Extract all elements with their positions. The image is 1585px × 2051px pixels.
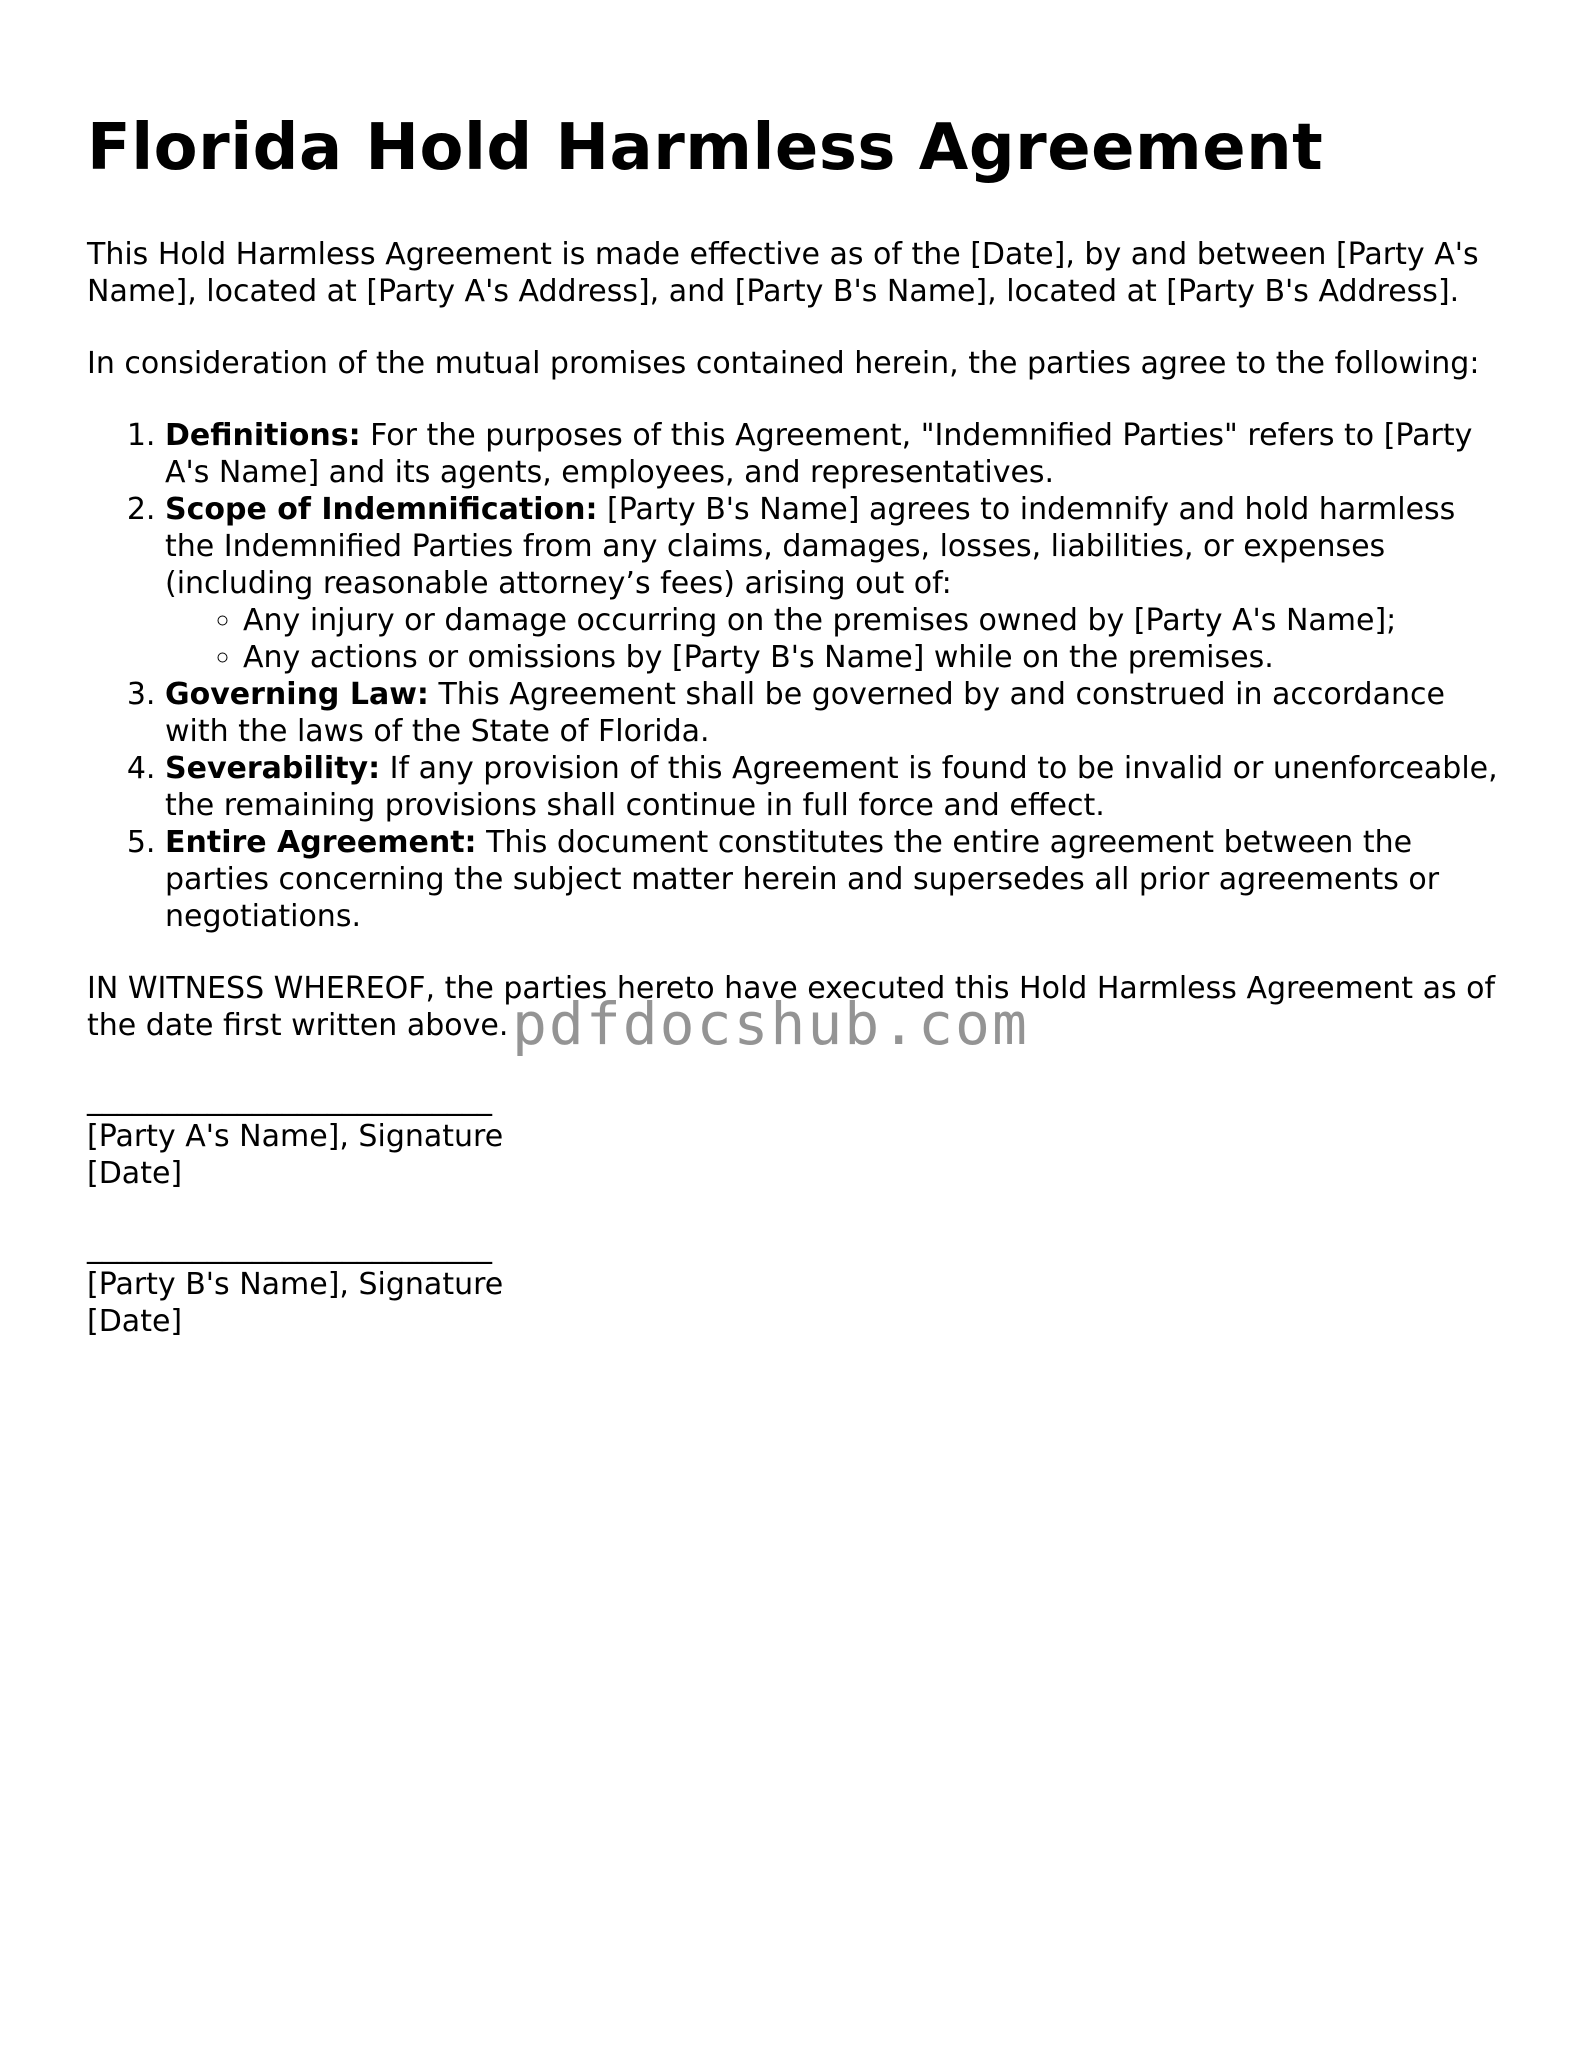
term-governing-law — [165, 676, 1507, 750]
document-page — [87, 108, 1507, 1340]
term-label: Definitions: — [165, 418, 361, 453]
signature-date: [Date] — [87, 1304, 183, 1339]
signature-block-party-b — [87, 1229, 1507, 1340]
terms-list — [87, 417, 1507, 935]
watermark: pdfdocshub.com — [512, 990, 1029, 1058]
signature-name: [Party B's Name], Signature — [87, 1267, 504, 1302]
signature-line: ___________________________ — [87, 1230, 492, 1265]
term-label: Entire Agreement: — [165, 825, 477, 860]
term-definitions — [165, 417, 1507, 491]
term-label: Scope of Indemnification: — [165, 492, 598, 527]
term-text: If any provision of this Agreement is found to be invalid or unenforceable, the remaining provisions shall continue in full force and effect. — [165, 751, 1498, 823]
term-text: [Party B's Name] agrees to indemnify and hold harmless the Indemnified Parties from any claims, damages, losses, liabilities, or expenses (including reasonable attorney’s fees) arising out of: — [165, 492, 1456, 601]
signature-name: [Party A's Name], Signature — [87, 1119, 504, 1154]
term-text: This document constitutes the entire agreement between the parties concerning the subject matter herein and supersedes all prior agreements or negotiations. — [165, 825, 1440, 934]
term-severability — [165, 750, 1507, 824]
scope-subitem: ◦ Any actions or omissions by [Party B's Name] while on the premises. — [243, 639, 1507, 676]
witness-paragraph: IN WITNESS WHEREOF, the parties hereto have executed this Hold Harmless Agreement as of the date first written above. — [87, 971, 1496, 1043]
consideration-paragraph: In consideration of the mutual promises contained herein, the parties agree to the following: — [87, 346, 1480, 381]
scope-sublist — [165, 602, 1507, 676]
signature-block-party-a — [87, 1081, 1507, 1192]
signature-date: [Date] — [87, 1156, 183, 1191]
term-label: Governing Law: — [165, 677, 429, 712]
term-label: Severability: — [165, 751, 381, 786]
scope-subitem: ◦ Any injury or damage occurring on the premises owned by [Party A's Name]; — [243, 602, 1507, 639]
term-text: This Agreement shall be governed by and construed in accordance with the laws of the State of Florida. — [165, 677, 1445, 749]
intro-paragraph: This Hold Harmless Agreement is made effective as of the [Date], by and between [Party A's Name], located at [Party A's Address], and [Party B's Name], located at [Party B's Address]. — [87, 237, 1479, 309]
term-text: For the purposes of this Agreement, "Indemnified Parties" refers to [Party A's Name] and its agents, employees, and representatives. — [165, 418, 1473, 490]
term-entire-agreement — [165, 824, 1507, 935]
term-scope — [165, 491, 1507, 676]
document-title: Florida Hold Harmless Agreement — [87, 111, 1324, 185]
signature-line: ___________________________ — [87, 1082, 492, 1117]
